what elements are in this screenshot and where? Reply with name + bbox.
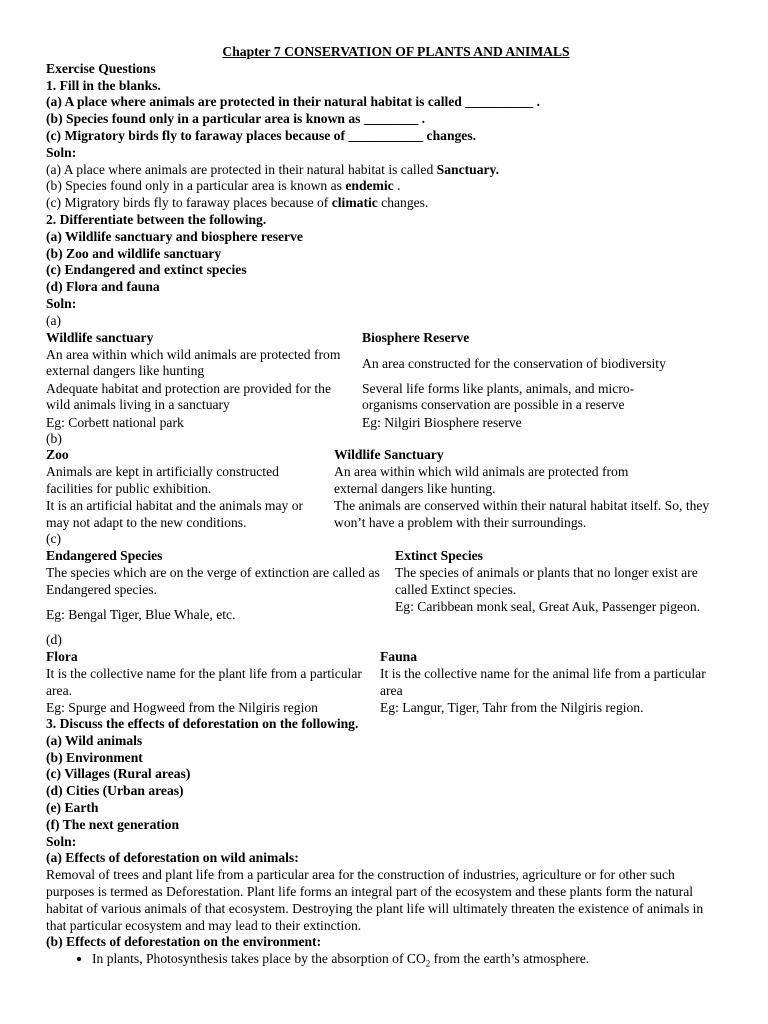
q2b-label: (b) — [46, 430, 62, 446]
q2-item-a: (a) Wildlife sanctuary and biosphere reserve — [46, 228, 303, 244]
q2-heading: 2. Differentiate between the following. — [46, 211, 267, 227]
q2a-label: (a) — [46, 312, 62, 328]
q2-item-b: (b) Zoo and wildlife sanctuary — [46, 245, 222, 261]
table-a-left-cell-1: An area within which wild animals are protected from external dangers like hunting — [46, 346, 341, 379]
q1-item-c: (c) Migratory birds fly to faraway places because of ___________ changes. — [46, 127, 477, 143]
table-b-right-cell-1: An area within which wild animals are protected from external dangers like hunting. — [334, 464, 629, 497]
table-a-right-cell-2: Several life forms like plants, animals, and micro-organisms conservation are possible in a reserve — [362, 380, 635, 413]
table-d-right-cell-2: Eg: Langur, Tiger, Tahr from the Nilgiris region. — [380, 699, 644, 715]
answer-key: endemic — [345, 178, 394, 194]
document-page — [46, 44, 726, 968]
table-b-left-cell-1: Animals are kept in artificially constructed facilities for public exhibition. — [46, 464, 279, 497]
q3b-heading: (b) Effects of deforestation on the environment: — [46, 934, 322, 950]
answer-text: . — [393, 178, 401, 194]
table-d-left-cell-1: It is the collective name for the plant life from a particular area. — [46, 665, 362, 698]
q3-item-c: (c) Villages (Rural areas) — [46, 766, 191, 782]
table-d-left-cell-2: Eg: Spurge and Hogweed from the Nilgiris region — [46, 699, 318, 715]
table-b-right-heading: Wildlife Sanctuary — [334, 447, 444, 463]
q2-item-c: (c) Endangered and extinct species — [46, 262, 247, 278]
q3-soln-label: Soln: — [46, 833, 77, 849]
table-b-right-cell-2: The animals are conserved within their natural habitat itself. So, they won’t have a problem with their surroundings. — [334, 498, 710, 531]
q3-item-d: (d) Cities (Urban areas) — [46, 783, 184, 799]
table-a-left-cell-3: Eg: Corbett national park — [46, 414, 184, 430]
q2-soln-label: Soln: — [46, 295, 77, 311]
table-a-right-cell-1: An area constructed for the conservation of biodiversity — [362, 355, 666, 371]
q1-answer-b — [46, 178, 726, 195]
subscript: 2 — [425, 958, 431, 969]
comparison-table-b — [46, 447, 726, 531]
answer-text: (c) Migratory birds fly to faraway places because of — [46, 195, 332, 211]
q3-heading: 3. Discuss the effects of deforestation on the following. — [46, 715, 359, 731]
table-c-left-cell-1: The species which are on the verge of extinction are called as Endangered species. — [46, 565, 380, 597]
q2-item-d: (d) Flora and fauna — [46, 279, 160, 295]
q1-answer-c — [46, 195, 726, 212]
table-d-left-heading: Flora — [46, 648, 78, 664]
q1-answer-a — [46, 162, 726, 179]
comparison-table-c — [46, 548, 726, 632]
page-title: Chapter 7 CONSERVATION OF PLANTS AND ANIMALS — [222, 44, 570, 59]
comparison-table-a — [46, 329, 726, 430]
bullet-text: from the earth’s atmosphere. — [430, 951, 590, 967]
q3-item-e: (e) Earth — [46, 799, 99, 815]
bullet-text: In plants, Photosynthesis takes place by the absorption of CO — [92, 951, 426, 967]
table-c-left-heading: Endangered Species — [46, 548, 163, 564]
bullet-item — [92, 951, 726, 968]
table-a-left-heading: Wildlife sanctuary — [46, 329, 154, 345]
answer-key: Sanctuary. — [436, 161, 499, 177]
table-c-right-cell-2: Eg: Caribbean monk seal, Great Auk, Passenger pigeon. — [395, 599, 701, 615]
q2d-label: (d) — [46, 632, 62, 648]
table-c-right-heading: Extinct Species — [395, 548, 483, 564]
q3-item-b: (b) Environment — [46, 749, 143, 765]
q3-item-f: (f) The next generation — [46, 816, 180, 832]
answer-text: (a) A place where animals are protected in their natural habitat is called — [46, 161, 437, 177]
q3a-paragraph: Removal of trees and plant life from a particular area for the construction of industries, agriculture or for other such purposes is termed as Deforestation. Plant life forms an integral part of the ecosystem and these plants form the natural habitat of various animals of that ecosystem. Destroying the plant life will ultimately threaten the existence of animals in that particular ecosystem and may lead to their extinction. — [46, 867, 704, 933]
comparison-table-d — [46, 649, 726, 716]
answer-key: climatic — [331, 195, 378, 211]
table-d-right-cell-1: It is the collective name for the animal life from a particular area — [380, 665, 706, 698]
table-a-right-heading: Biosphere Reserve — [362, 329, 470, 345]
q3a-heading: (a) Effects of deforestation on wild animals: — [46, 850, 299, 866]
table-c-right-cell-1: The species of animals or plants that no longer exist are called Extinct species. — [395, 565, 698, 597]
table-a-left-cell-2: Adequate habitat and protection are provided for the wild animals living in a sanctuary — [46, 380, 331, 413]
q3-item-a: (a) Wild animals — [46, 732, 143, 748]
table-b-left-cell-2: It is an artificial habitat and the animals may or may not adapt to the new conditions. — [46, 498, 304, 531]
answer-text: (b) Species found only in a particular area is known as — [46, 178, 346, 194]
answer-text: changes. — [377, 195, 429, 211]
q1-item-a: (a) A place where animals are protected in their natural habitat is called __________ . — [46, 94, 541, 110]
table-d-right-heading: Fauna — [380, 648, 418, 664]
q2c-label: (c) — [46, 531, 62, 547]
exercise-heading: Exercise Questions — [46, 60, 156, 76]
q1-heading: 1. Fill in the blanks. — [46, 77, 161, 93]
table-c-left-cell-2: Eg: Bengal Tiger, Blue Whale, etc. — [46, 607, 236, 623]
q1-item-b: (b) Species found only in a particular area is known as ________ . — [46, 111, 426, 127]
q1-soln-label: Soln: — [46, 144, 77, 160]
table-b-left-heading: Zoo — [46, 447, 69, 463]
bullet-list — [46, 951, 726, 968]
table-a-right-cell-3: Eg: Nilgiri Biosphere reserve — [362, 414, 522, 430]
